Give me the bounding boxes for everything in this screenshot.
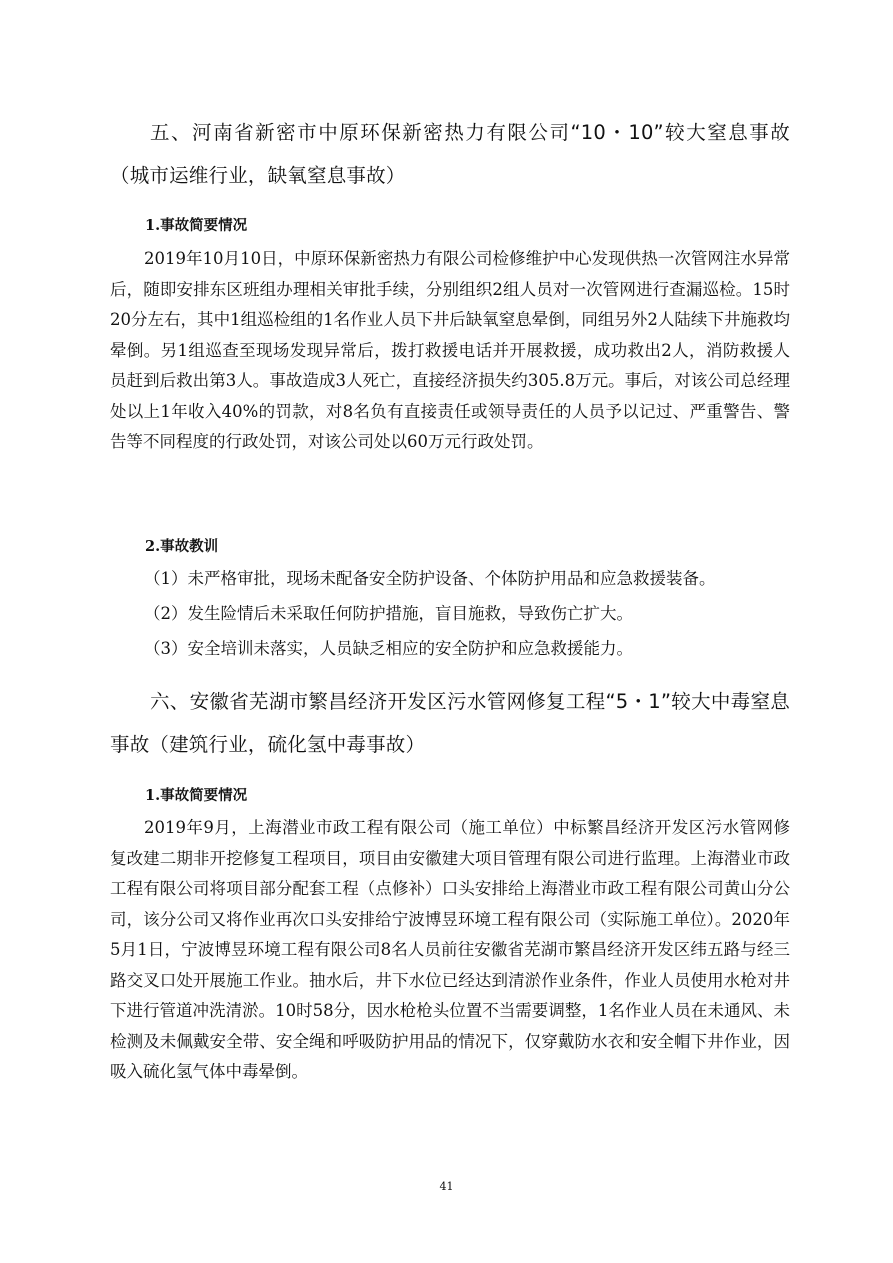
section-5-lesson-2: （2）发生险情后未采取任何防护措施，盲目施救，导致伤亡扩大。: [144, 604, 633, 623]
section-6-title: 六、安徽省芜湖市繁昌经济开发区污水管网修复工程“5・1”较大中毒窒息事故（建筑行业，硫化氢中毒事故）: [110, 690, 790, 756]
section-5-summary-heading: 1.事故简要情况: [145, 217, 248, 234]
section-5-lesson-3: （3）安全培训未落实，人员缺乏相应的安全防护和应急救援能力。: [144, 639, 633, 658]
section-5-lesson-1: （1）未严格审批，现场未配备安全防护设备、个体防护用品和应急救援装备。: [144, 569, 716, 588]
section-5-title: 五、河南省新密市中原环保新密热力有限公司“10・10”较大窒息事故（城市运维行业，缺氧窒息事故）: [110, 121, 790, 187]
section-5-lessons-heading: 2.事故教训: [145, 538, 219, 555]
section-5-summary-paragraph: 2019年10月10日，中原环保新密热力有限公司检修维护中心发现供热一次管网注水异常后，随即安排东区班组办理相关审批手续，分别组织2组人员对一次管网进行查漏巡检。15时20分左右，其中1组巡检组的1名作业人员下井后缺氧窒息晕倒，同组另外2人陆续下井施救均晕倒。另1组巡查至现场发现异常后，拨打救援电话并开展救援，成功救出2人，消防救援人员赶到后救出第3人。事故造成3人死亡，直接经济损失约305.8万元。事后，对该公司总经理处以上1年收入40%的罚款，对8名负有直接责任或领导责任的人员予以记过、严重警告、警告等不同程度的行政处罚，对该公司处以60万元行政处罚。: [110, 249, 790, 451]
section-6-summary-paragraph: 2019年9月，上海潜业市政工程有限公司（施工单位）中标繁昌经济开发区污水管网修复改建二期非开挖修复工程项目，项目由安徽建大项目管理有限公司进行监理。上海潜业市政工程有限公司将项目部分配套工程（点修补）口头安排给上海潜业市政工程有限公司黄山分公司，该分公司又将作业再次口头安排给宁波博昱环境工程有限公司（实际施工单位）。2020年5月1日，宁波博昱环境工程有限公司8名人员前往安徽省芜湖市繁昌经济开发区纬五路与经三路交叉口处开展施工作业。抽水后，井下水位已经达到清淤作业条件，作业人员使用水枪对井下进行管道冲洗清淤。10时58分，因水枪枪头位置不当需要调整，1名作业人员在未通风、未检测及未佩戴安全带、安全绳和呼吸防护用品的情况下，仅穿戴防水衣和安全帽下井作业，因吸入硫化氢气体中毒晕倒。: [110, 818, 790, 1081]
page-number: 41: [439, 1180, 454, 1193]
section-6-summary-heading: 1.事故简要情况: [145, 787, 248, 804]
